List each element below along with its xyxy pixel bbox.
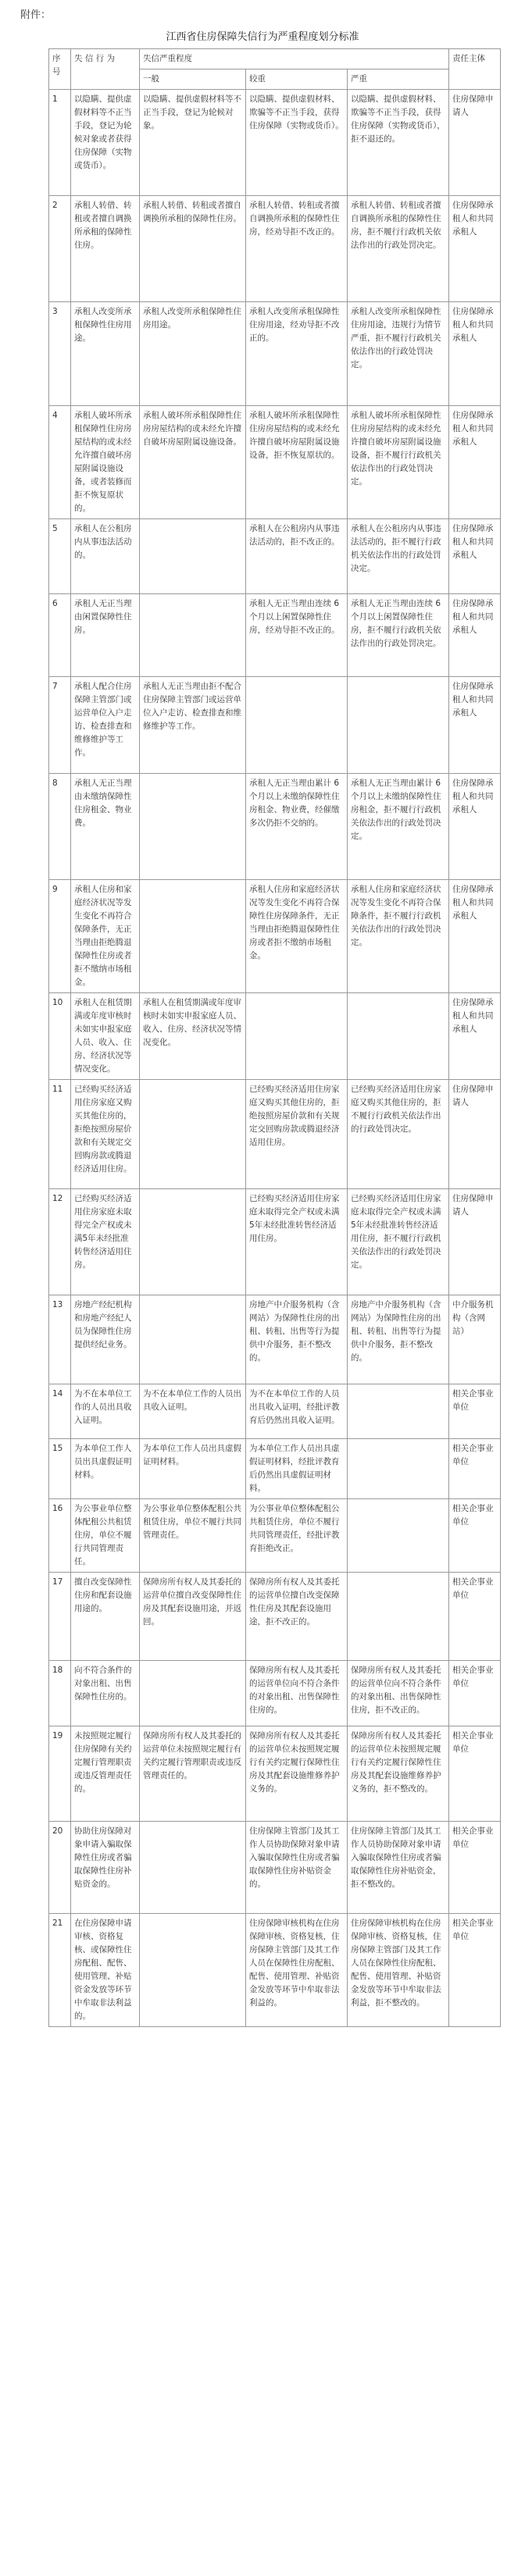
row-behavior: 承租人改变所承租保障性住房用途。: [71, 302, 140, 406]
row-general: [140, 1080, 246, 1189]
row-severe: [348, 1573, 449, 1661]
row-serious: 承租人住房和家庭经济状况等发生变化不再符合保障性住房保障条件，无正当理由拒绝腾退保障性住房或者拒不缴纳市场租金。: [246, 880, 348, 993]
row-serious: 承租人破坏所承租保障性住房房屋结构的或未经允许擅自破坏房屋附属设施设备，拒不恢复原状的。: [246, 406, 348, 519]
row-behavior: 为不在本单位工作的人员出具收入证明。: [71, 1384, 140, 1439]
row-general: 保障房所有权人及其委托的运营单位未按照规定履行有关约定履行管理职责或违反管理责任的。: [140, 1726, 246, 1822]
row-behavior: 擅自改变保障性住房和配套设施用途的。: [71, 1573, 140, 1661]
row-serious: 承租人无正当理由累计 6 个月以上未缴纳保障性住房租金、物业费，经催缴多次仍拒不交纳的。: [246, 774, 348, 880]
row-severe: 承租人无正当理由连续 6 个月以上闲置保障性住房，拒不履行行政机关依法作出的行政处罚决定。: [348, 594, 449, 677]
row-general: [140, 1914, 246, 2027]
row-number: 4: [49, 406, 71, 519]
row-responsible: 住房保障承租人和共同承租人: [449, 196, 501, 302]
row-severe: 承租人住房和家庭经济状况等发生变化不再符合保障条件，拒不履行行政机关依法作出的行政处罚决定。: [348, 880, 449, 993]
row-behavior: 为本单位工作人员出具虚假证明材料。: [71, 1439, 140, 1499]
row-behavior: 承租人无正当理由未缴纳保障性住房租金、物业费。: [71, 774, 140, 880]
row-serious: 承租人改变所承租保障性住房用途，经劝导拒不改正的。: [246, 302, 348, 406]
table-header: [49, 49, 501, 90]
attachment-label: 附件：: [20, 9, 52, 21]
row-general: [140, 1661, 246, 1726]
row-general: 保障房所有权人及其委托的运营单位擅自改变保障性住房及其配套设施用途，并返回。: [140, 1573, 246, 1661]
row-general: [140, 519, 246, 594]
table-row: [49, 880, 501, 993]
row-general: [140, 1822, 246, 1914]
table-row: [49, 1914, 501, 2027]
row-severe: 承租人无正当理由累计 6 个月以上未缴纳保障性住房租金，拒不履行行政机关依法作出的行政处罚决定。: [348, 774, 449, 880]
row-behavior: 已经购买经济适用住房家庭又购买其他住房的，拒绝按照房屋价款和有关规定交回购房款或腾退经济适用住房。: [71, 1080, 140, 1189]
row-responsible: 住房保障承租人和共同承租人: [449, 880, 501, 993]
row-responsible: 住房保障承租人和共同承租人: [449, 774, 501, 880]
row-general: [140, 1189, 246, 1295]
row-responsible: 相关企事业单位: [449, 1914, 501, 2027]
row-general: 承租人转借、转租或者擅自调换所承租的保障性住房。: [140, 196, 246, 302]
row-behavior: 以隐瞒、提供虚假材料等不正当手段，登记为轮候对象或者获得住房保障（实物或货币）。: [71, 90, 140, 196]
row-responsible: 住房保障承租人和共同承租人: [449, 993, 501, 1080]
row-serious: 为公事业单位整体配租公共租赁住房，单位不履行共同管理责任，经批评教育拒绝改正。: [246, 1499, 348, 1573]
row-number: 8: [49, 774, 71, 880]
row-serious: 已经购买经济适用住房家庭又购买其他住房的，拒绝按照房屋价款和有关规定交回购房款或腾退经济适用住房。: [246, 1080, 348, 1189]
row-behavior: 向不符合条件的对象出租、出售保障性住房的。: [71, 1661, 140, 1726]
row-severe: 以隐瞒、提供虚假材料、欺骗等不正当手段，获得住房保障（实物或货币），拒不退还的。: [348, 90, 449, 196]
table-row: [49, 90, 501, 196]
row-number: 7: [49, 677, 71, 774]
row-responsible: 住房保障申请人: [449, 90, 501, 196]
row-number: 13: [49, 1295, 71, 1384]
row-responsible: 住房保障申请人: [449, 1080, 501, 1189]
header-behavior: 失 信 行 为: [71, 49, 140, 90]
row-responsible: 中介服务机构（含网站）: [449, 1295, 501, 1384]
row-responsible: 住房保障承租人和共同承租人: [449, 594, 501, 677]
row-behavior: 承租人破坏所承租保障性住房房屋结构的或未经允许擅自破坏房屋附属设施设备，或者装修而拒不恢复原状的。: [71, 406, 140, 519]
table-row: [49, 406, 501, 519]
row-general: 为本单位工作人员出具虚假证明材料。: [140, 1439, 246, 1499]
row-responsible: 相关企事业单位: [449, 1499, 501, 1573]
row-responsible: 相关企事业单位: [449, 1726, 501, 1822]
row-number: 10: [49, 993, 71, 1080]
row-number: 5: [49, 519, 71, 594]
row-behavior: 承租人住房和家庭经济状况等发生变化不再符合保障条件，无正当理由拒绝腾退保障性住房或者拒不缴纳市场租金。: [71, 880, 140, 993]
row-behavior: 已经购买经济适用住房家庭未取得完全产权或未满5年未经批准转售经济适用住房。: [71, 1189, 140, 1295]
row-responsible: 相关企事业单位: [449, 1822, 501, 1914]
row-behavior: 承租人无正当理由闲置保障性住房。: [71, 594, 140, 677]
row-responsible: 住房保障承租人和共同承租人: [449, 302, 501, 406]
row-severe: 房地产中介服务机构（含网站）为保障性住房的出租、转租、出售等行为提供中介服务，拒不整改的。: [348, 1295, 449, 1384]
row-severe: 已经购买经济适用住房家庭又购买其他住房的，拒不履行行政机关依法作出的行政处罚决定。: [348, 1080, 449, 1189]
row-severe: [348, 993, 449, 1080]
row-severe: [348, 1384, 449, 1439]
row-behavior: 承租人在公租房内从事违法活动的。: [71, 519, 140, 594]
row-number: 21: [49, 1914, 71, 2027]
row-behavior: 房地产经纪机构和房地产经纪人员为保障性住房提供经纪业务。: [71, 1295, 140, 1384]
row-severe: [348, 1439, 449, 1499]
row-number: 15: [49, 1439, 71, 1499]
row-number: 16: [49, 1499, 71, 1573]
row-responsible: 住房保障申请人: [449, 1189, 501, 1295]
table-row: [49, 774, 501, 880]
row-severe: 住房保障审核机构在住房保障审核、资格复核，住房保障主管部门及其工作人员在保障性住房配租、配售、使用管理、补贴资金发放等环节中牟取非法利益，拒不整改的。: [348, 1914, 449, 2027]
row-responsible: 相关企事业单位: [449, 1384, 501, 1439]
table-row: [49, 1439, 501, 1499]
row-serious: 为不在本单位工作的人员出具收入证明，经批评教育后仍然出具收入证明。: [246, 1384, 348, 1439]
row-severe: [348, 677, 449, 774]
row-number: 20: [49, 1822, 71, 1914]
row-severe: 承租人在公租房内从事违法活动的，拒不履行行政机关依法作出的行政处罚决定。: [348, 519, 449, 594]
row-general: 承租人无正当理由拒不配合住房保障主管部门或运营单位入户走访、检查排查和维修维护等工作。: [140, 677, 246, 774]
row-general: 承租人在租赁期满或年度审核时未如实申报家庭人员、收入、住房、经济状况等情况变化。: [140, 993, 246, 1080]
row-number: 14: [49, 1384, 71, 1439]
row-number: 11: [49, 1080, 71, 1189]
row-behavior: 在住房保障申请审核、资格复核、或保障性住房配租、配售、使用管理、补贴资金发放等环节中牟取非法利益的。: [71, 1914, 140, 2027]
row-responsible: 相关企事业单位: [449, 1661, 501, 1726]
table-row: [49, 1189, 501, 1295]
row-serious: 承租人转借、转租或者擅自调换所承租的保障性住房，经劝导拒不改正的。: [246, 196, 348, 302]
row-number: 18: [49, 1661, 71, 1726]
header-serious: 较重: [246, 69, 348, 90]
row-general: 为公事业单位整体配租公共租赁住房，单位不履行共同管理责任。: [140, 1499, 246, 1573]
row-general: 为不在本单位工作的人员出具收入证明。: [140, 1384, 246, 1439]
row-serious: 承租人在公租房内从事违法活动的，拒不改正的。: [246, 519, 348, 594]
row-behavior: 承租人在租赁期满或年度审核时未如实申报家庭人员、收入、住房、经济状况等情况变化。: [71, 993, 140, 1080]
row-severe: 承租人转借、转租或者擅自调换所承租的保障性住房，拒不履行行政机关依法作出的行政处罚决定。: [348, 196, 449, 302]
table-row: [49, 1661, 501, 1726]
row-number: 6: [49, 594, 71, 677]
row-serious: 为本单位工作人员出具虚假证明材料，经批评教育后仍然出具虚假证明材料。: [246, 1439, 348, 1499]
row-general: [140, 880, 246, 993]
table-row: [49, 1080, 501, 1189]
row-number: 1: [49, 90, 71, 196]
header-degree: 失信严重程度: [140, 49, 449, 69]
row-severe: 保障房所有权人及其委托的运营单位向不符合条件的对象出租、出售保障性住房，拒不改正的。: [348, 1661, 449, 1726]
row-number: 12: [49, 1189, 71, 1295]
row-responsible: 住房保障承租人和共同承租人: [449, 677, 501, 774]
header-responsible: 责任主体: [449, 49, 501, 90]
row-behavior: 承租人配合住房保障主管部门或运营单位入户走访、检查排查和维修维护等工作。: [71, 677, 140, 774]
row-serious: 以隐瞒、提供虚假材料、欺骗等不正当手段，获得住房保障（实物或货币）。: [246, 90, 348, 196]
table-row: [49, 519, 501, 594]
row-serious: [246, 677, 348, 774]
row-serious: 住房保障主管部门及其工作人员协助保障对象申请入骗取保障性住房或者骗取保障性住房补贴资金的。: [246, 1822, 348, 1914]
row-responsible: 相关企事业单位: [449, 1573, 501, 1661]
document-title: 江西省住房保障失信行为严重程度划分标准: [166, 31, 359, 43]
row-behavior: 承租人转借、转租或者擅自调换所承租的保障性住房。: [71, 196, 140, 302]
row-serious: 承租人无正当理由连续 6 个月以上闲置保障性住房，经劝导拒不改正的。: [246, 594, 348, 677]
row-serious: 保障房所有权人及其委托的运营单位擅自改变保障性住房及其配套设施用途，拒不改正的。: [246, 1573, 348, 1661]
row-responsible: 住房保障承租人和共同承租人: [449, 406, 501, 519]
row-general: [140, 594, 246, 677]
row-number: 17: [49, 1573, 71, 1661]
row-severe: 已经购买经济适用住房家庭未取得完全产权或未满5年未经批准转售经济适用住房，拒不履行行政机关依法作出的行政处罚决定。: [348, 1189, 449, 1295]
row-number: 9: [49, 880, 71, 993]
table-row: [49, 1499, 501, 1573]
row-serious: [246, 993, 348, 1080]
row-behavior: 未按照规定履行住房保障有关约定履行管理职责或违反管理责任的。: [71, 1726, 140, 1822]
row-behavior: 协助住房保障对象申请入骗取保障性住房或者骗取保障性住房补贴资金的。: [71, 1822, 140, 1914]
row-severe: 住房保障主管部门及其工作人员协助保障对象申请入骗取保障性住房或者骗取保障性住房补贴资金，拒不整改的。: [348, 1822, 449, 1914]
header-general: 一般: [140, 69, 246, 90]
row-severe: 承租人破坏所承租保障性住房房屋结构的或未经允许擅自破坏房屋附属设施设备，拒不履行行政机关依法作出的行政处罚决定。: [348, 406, 449, 519]
row-general: [140, 774, 246, 880]
row-number: 2: [49, 196, 71, 302]
row-general: 承租人改变所承租保障性住房用途。: [140, 302, 246, 406]
table-row: [49, 196, 501, 302]
table-row: [49, 1573, 501, 1661]
header-severe: 严重: [348, 69, 449, 90]
row-responsible: 住房保障承租人和共同承租人: [449, 519, 501, 594]
row-severe: 承租人改变所承租保障性住房用途，违规行为情节严重，拒不履行行政机关依法作出的行政处罚决定。: [348, 302, 449, 406]
row-severe: [348, 1499, 449, 1573]
row-serious: 住房保障审核机构在住房保障审核、资格复核，住房保障主管部门及其工作人员在保障性住房配租、配售、使用管理、补贴资金发放等环节中牟取非法利益的。: [246, 1914, 348, 2027]
table-row: [49, 1726, 501, 1822]
row-number: 3: [49, 302, 71, 406]
table-row: [49, 1384, 501, 1439]
row-general: 承租人破坏所承租保障性住房房屋结构的或未经允许擅自破坏房屋附属设施设备。: [140, 406, 246, 519]
row-general: [140, 1295, 246, 1384]
table-row: [49, 1822, 501, 1914]
table-row: [49, 1295, 501, 1384]
row-number: 19: [49, 1726, 71, 1822]
table-body: [49, 90, 501, 2027]
table-row: [49, 594, 501, 677]
row-responsible: 相关企事业单位: [449, 1439, 501, 1499]
row-serious: 保障房所有权人及其委托的运营单位向不符合条件的对象出租、出售保障性住房的。: [246, 1661, 348, 1726]
table-row: [49, 302, 501, 406]
standards-table: [48, 48, 501, 2027]
table-row: [49, 677, 501, 774]
row-general: 以隐瞒、提供虚假材料等不正当手段，登记为轮候对象。: [140, 90, 246, 196]
row-serious: 保障房所有权人及其委托的运营单位未按照规定履行有关约定履行保障性住房及其配套设施维修养护义务的。: [246, 1726, 348, 1822]
header-seq: 序号: [49, 49, 71, 90]
row-serious: 已经购买经济适用住房家庭未取得完全产权或未满5年未经批准转售经济适用住房。: [246, 1189, 348, 1295]
row-severe: 保障房所有权人及其委托的运营单位未按照规定履行有关约定履行保障性住房及其配套设施维修养护义务的，拒不整改的。: [348, 1726, 449, 1822]
table-row: [49, 993, 501, 1080]
row-serious: 房地产中介服务机构（含网站）为保障性住房的出租、转租、出售等行为提供中介服务，拒不整改的。: [246, 1295, 348, 1384]
row-behavior: 为公事业单位整体配租公共租赁住房，单位不履行共同管理责任。: [71, 1499, 140, 1573]
